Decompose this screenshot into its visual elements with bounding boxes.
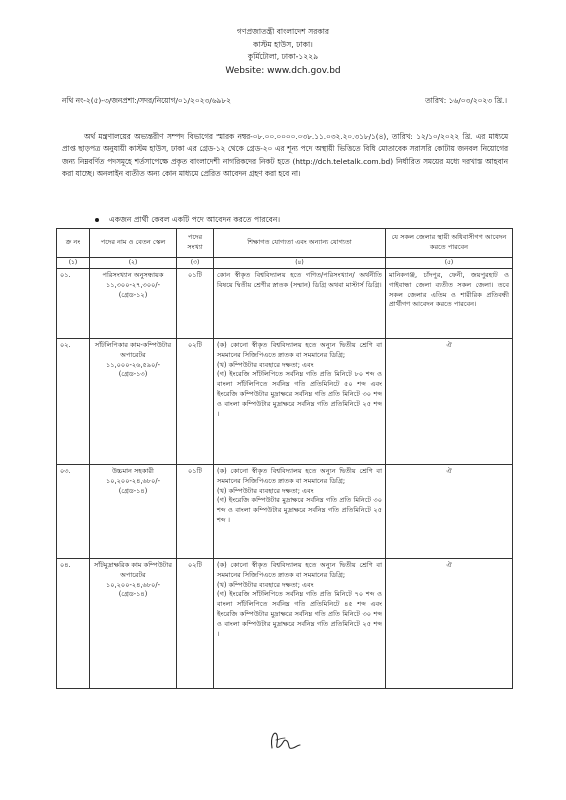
- qualification-line: (খ) কম্পিউটার ব্যবহারে দক্ষতা; এবং: [217, 580, 314, 589]
- qualification-line: (ক) কোনো স্বীকৃত বিশ্ববিদ্যালয় হতে অন্যুন দ্বিতীয় শ্রেণি বা সমমানের সিজিপিএতে স্নাতক বা সমমানের ডিগ্রি;: [217, 341, 382, 359]
- row-qualification: [214, 269, 386, 339]
- memo-row: [62, 96, 507, 108]
- header-serial: ক্র নং: [57, 229, 90, 258]
- post-name: সাঁটমুদ্রাক্ষরিক কাম কম্পিউটার অপারেটর: [93, 561, 173, 579]
- row-serial: ০৩.: [57, 465, 90, 559]
- header-count: পদের সংখ্যা: [177, 229, 214, 258]
- row-post: [90, 465, 177, 559]
- header-post: পদের নাম ও বেতন স্কেল: [90, 229, 177, 258]
- row-count: ০১টি: [177, 465, 214, 559]
- column-number: (৪): [214, 258, 386, 269]
- pay-scale: ১০,২০০-২৪,৬৮০/-: [105, 476, 161, 485]
- post-name: উচ্চমান সহকারী: [112, 467, 154, 475]
- row-count: ০২টি: [177, 339, 214, 465]
- notice-paragraph: অর্থ মন্ত্রণালয়ের অভ্যন্তরীণ সম্পদ বিভাগের স্মারক নম্বর-০৮.০০.০০০০.০৩৮.১১.০৩২.২০.৩১৮/১(৪), তারিখ: ১২/১০/২০২২ খ্রি. এর মাধ্যমে প্রাপ্ত ছাড়পত্র অনুযায়ী কাস্টম হাউস, ঢাকা এর গ্রেড-১২ থেকে গ্রেড-২০ এর শূন্য পদে অস্থায়ী ভিত্তিতে বিধি মোতাবেক সরাসরি কোটায় জনবল নিয়োগের জন্য নিম্নবর্ণিত পদসমূহে শর্তসাপেক্ষে প্রকৃত বাংলাদেশী নাগরিকদের নিকট হতে (http://dch.teletalk.com.bd) নির্ধারিত সময়ের মধ্যে দরখাস্ত আহবান করা যাচ্ছে। অনলাইন ব্যতীত অন্য কোন মাধ্যমে প্রেরিত আবেদন গ্রহণ করা হবে না।: [62, 132, 508, 179]
- header-government: গণপ্রজাতন্ত্রী বাংলাদেশ সরকার: [236, 27, 330, 36]
- post-name: সাঁটলিপিকার কাম-কম্পিউটার অপারেটর: [94, 341, 172, 359]
- row-serial: ০৪.: [57, 559, 90, 689]
- table-column-numbers: [57, 258, 513, 269]
- row-districts: ঐ: [386, 559, 513, 689]
- row-count: ০২টি: [177, 559, 214, 689]
- row-count: ০১টি: [177, 269, 214, 339]
- qualification-line: (ক) কোনো স্বীকৃত বিশ্ববিদ্যালয় হতে অন্যুন দ্বিতীয় শ্রেণি বা সমমানের সিজিপিএতে স্নাতক বা সমমানের ডিগ্রি;: [217, 561, 382, 579]
- row-districts: ঐ: [386, 339, 513, 465]
- header-office: কাস্টম হাউস, ঢাকা।: [253, 39, 313, 49]
- row-post: [90, 339, 177, 465]
- posts-table: [56, 228, 513, 689]
- letterhead: [0, 26, 566, 78]
- header-districts: যে সকল জেলার স্থায়ী অধিবাসীগণ আবেদন করতে পারবেন: [386, 229, 513, 258]
- bullet-text: একজন প্রার্থী কেবল একটি পদে আবেদন করতে পারবেন।: [109, 215, 281, 224]
- table-row: [57, 465, 513, 559]
- post-name: পরিসংখ্যান অনুসন্ধায়ক: [102, 271, 164, 279]
- qualification-line: (গ) ইংরেজি কম্পিউটার মুদ্রাক্ষরে সর্বনিম্ন গতি প্রতি মিনিটে ৩০ শব্দ ও বাংলা কম্পিউটার মুদ্রাক্ষরে সর্বনিম্ন গতি প্রতিমিনিটে ২৫ শব্দ ।: [217, 496, 382, 524]
- qualification-line: (খ) কম্পিউটার ব্যবহারে দক্ষতা; এবং: [217, 360, 314, 369]
- notice-body: [62, 131, 508, 181]
- signature-image: [262, 726, 302, 754]
- column-number: (২): [90, 258, 177, 269]
- table-row: [57, 339, 513, 465]
- row-post: [90, 269, 177, 339]
- pay-grade: (গ্রেড-১২): [118, 290, 148, 299]
- row-districts: মানিকগঞ্জ, চাঁদপুর, ফেনী, জয়পুরহাট ও গাইবান্ধা জেলা ব্যতীত সকল জেলা। তবে সকল জেলার এতিম ও শারীরিক প্রতিবন্ধী প্রার্থীগণ আবেদন করতে পারবেন।: [386, 269, 513, 339]
- table-row: [57, 559, 513, 689]
- row-serial: ০১.: [57, 269, 90, 339]
- bullet-note: [95, 214, 280, 227]
- pay-grade: (গ্রেড-১৪): [118, 590, 148, 599]
- column-number: (৩): [177, 258, 214, 269]
- header-website: Website: www.dch.gov.bd: [225, 65, 341, 76]
- memo-date: তারিখ: ১৬/০৩/২০২৩ খ্রি.।: [425, 96, 507, 105]
- pay-grade: (গ্রেড-১৩): [118, 370, 148, 379]
- table-header-row: [57, 229, 513, 258]
- row-qualification: [214, 559, 386, 689]
- row-serial: ০২.: [57, 339, 90, 465]
- header-qualification: শিক্ষাগত যোগ্যতা এবং অন্যান্য যোগ্যতা: [214, 229, 386, 258]
- pay-grade: (গ্রেড-১৪): [118, 486, 148, 495]
- column-number: (৫): [386, 258, 513, 269]
- row-qualification: [214, 465, 386, 559]
- header-address: কুর্মিটোলা, ঢাকা-১২২৯: [247, 52, 319, 61]
- table-row: [57, 269, 513, 339]
- row-qualification: [214, 339, 386, 465]
- memo-number: নথি নং-২(৫)-৩/জনপ্রশা:/সদর/নিয়োগ/০১/২০২৩/৬৯৮২: [62, 96, 231, 105]
- qualification-line: (খ) কম্পিউটার ব্যবহারে দক্ষতা; এবং: [217, 486, 314, 495]
- qualification-line: (গ) ইংরেজি সাঁটলিপিতে সর্বনিম্ন গতি প্রতি মিনিটে ৭০ শব্দ ও বাংলা সাঁটলিপিতে সর্বনিম্ন গতি প্রতিমিনিটে ৪৫ শব্দ এবং ইংরেজি কম্পিউটার মুদ্রাক্ষরে সর্বনিম্ন গতি প্রতি মিনিটে ৩০ শব্দ ও বাংলা কম্পিউটার মুদ্রাক্ষরে সর্বনিম্ন গতি প্রতিমিনিটে ২৫ শব্দ ।: [217, 590, 382, 638]
- pay-scale: ১০,২০০-২৪,৬৮০/-: [105, 580, 161, 589]
- pay-scale: ১১,০০০-২৬,৫৯০/-: [105, 360, 160, 369]
- row-districts: ঐ: [386, 465, 513, 559]
- pay-scale: ১১,৩০০-২৭,৩০০/-: [105, 280, 161, 289]
- qualification-line: কোন স্বীকৃত বিশ্ববিদ্যালয় হতে গণিত/পরিসংখ্যান/ অর্থনীতি বিষয়ে দ্বিতীয় শ্রেণীর স্নাতক (সম্মান) ডিগ্রি অথবা মাস্টার্স ডিগ্রি।: [217, 271, 382, 289]
- bullet-icon: [95, 218, 99, 222]
- column-number: (১): [57, 258, 90, 269]
- qualification-line: (ক) কোনো স্বীকৃত বিশ্ববিদ্যালয় হতে অন্যুন দ্বিতীয় শ্রেণি বা সমমানের সিজিপিএতে স্নাতক বা সমমানের ডিগ্রি;: [217, 467, 382, 485]
- qualification-line: (গ) ইংরেজি সাঁটলিপিতে সর্বনিম্ন গতি প্রতি মিনিটে ৮০ শব্দ ও বাংলা সাঁটলিপিতে সর্বনিম্ন গতি প্রতিমিনিটে ৫০ শব্দ এবং ইংরেজি কম্পিউটার মুদ্রাক্ষরে সর্বনিম্ন গতি প্রতি মিনিটে ৩০ শব্দ ও বাংলা কম্পিউটার মুদ্রাক্ষরে সর্বনিম্ন গতি প্রতিমিনিটে ২৫ শব্দ ।: [217, 370, 382, 418]
- row-post: [90, 559, 177, 689]
